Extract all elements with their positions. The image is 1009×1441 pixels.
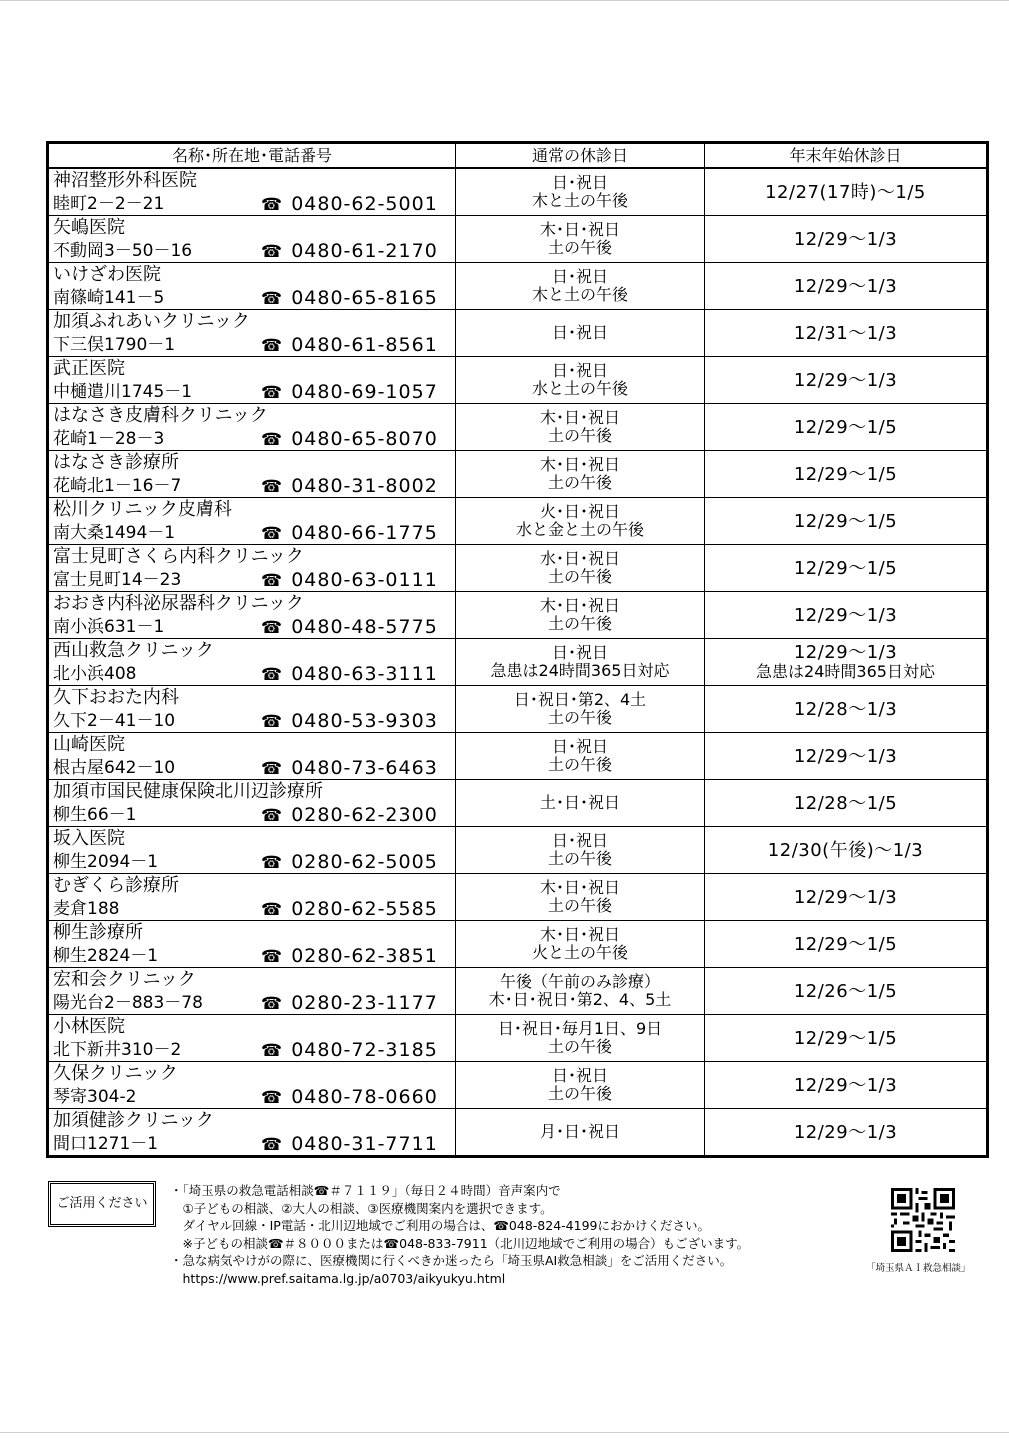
- clinic-info-cell: [48, 592, 456, 639]
- clinic-phone-number[interactable]: 0280-62-2300: [291, 804, 438, 826]
- clinic-name: 加須ふれあいクリニック: [53, 311, 250, 332]
- clinic-name: 加須健診クリニック: [53, 1110, 214, 1131]
- phone-icon: ☎: [261, 336, 284, 356]
- top-border-line: [0, 0, 1009, 1]
- clinic-name: いけざわ医院: [53, 264, 161, 285]
- clinic-address: 北下新井310－2: [53, 1040, 182, 1060]
- clinic-phone[interactable]: [261, 475, 438, 498]
- phone-icon: ☎: [261, 853, 284, 873]
- year-end-closed-cell: [705, 686, 988, 733]
- clinic-address: 花崎北1－16－7: [53, 476, 182, 496]
- regular-closed-line1: 日･祝日: [551, 643, 608, 662]
- year-end-closed-line1: 12/29～1/3: [793, 1121, 898, 1143]
- clinic-phone[interactable]: [261, 616, 438, 639]
- regular-closed-line1: 午後（午前のみ診療）: [499, 972, 660, 991]
- regular-closed-line2: 土の午後: [547, 567, 612, 586]
- phone-icon: ☎: [261, 947, 284, 967]
- clinic-name: むぎくら診療所: [53, 875, 179, 896]
- year-end-closed-cell: [705, 498, 988, 545]
- year-end-closed-line1: 12/29～1/3: [793, 1074, 898, 1096]
- regular-closed-cell: [456, 1015, 705, 1062]
- clinic-phone-number[interactable]: 0480-78-0660: [291, 1086, 438, 1108]
- clinic-phone-number[interactable]: 0480-31-7711: [291, 1133, 438, 1155]
- year-end-closed-cell: [705, 263, 988, 310]
- clinic-phone[interactable]: [261, 710, 438, 733]
- regular-closed-line2: 土の午後: [547, 1037, 612, 1056]
- phone-icon: ☎: [261, 571, 284, 591]
- clinic-name: おおき内科泌尿器科クリニック: [53, 593, 304, 614]
- clinic-phone-number[interactable]: 0480-63-0111: [291, 569, 438, 591]
- clinic-name: 神沼整形外科医院: [53, 170, 197, 191]
- clinic-phone-number[interactable]: 0480-73-6463: [291, 757, 438, 779]
- year-end-closed-cell: [705, 545, 988, 592]
- year-end-closed-line2: 急患は24時間365日対応: [756, 662, 935, 681]
- clinic-address: 柳生2824－1: [53, 946, 159, 966]
- clinic-phone-number[interactable]: 0280-23-1177: [291, 992, 438, 1014]
- clinic-phone[interactable]: [261, 381, 438, 404]
- clinic-phone[interactable]: [261, 522, 438, 545]
- clinic-phone-number[interactable]: 0480-65-8070: [291, 428, 438, 450]
- regular-closed-line1: 月･日･祝日: [539, 1122, 620, 1141]
- table-row: [48, 733, 988, 780]
- regular-closed-line1: 火･日･祝日: [539, 502, 620, 521]
- regular-closed-line2: 木･日･祝日･第2、4、5土: [488, 990, 672, 1009]
- clinic-info-cell: [48, 1062, 456, 1109]
- clinic-phone-number[interactable]: 0480-72-3185: [291, 1039, 438, 1061]
- regular-closed-line2: 土の午後: [547, 426, 612, 445]
- table-row: [48, 686, 988, 733]
- clinic-phone[interactable]: [261, 898, 438, 921]
- clinic-address: 南篠崎141－5: [53, 288, 165, 308]
- regular-closed-cell: [456, 686, 705, 733]
- year-end-closed-line1: 12/31～1/3: [793, 322, 898, 344]
- clinic-name: 小林医院: [53, 1016, 125, 1037]
- clinic-phone-number[interactable]: 0480-65-8165: [291, 287, 438, 309]
- header-name-address-phone: 名称･所在地･電話番号: [48, 143, 456, 169]
- clinic-address: 不動岡3－50－16: [53, 241, 193, 261]
- year-end-closed-cell: [705, 451, 988, 498]
- phone-icon: ☎: [261, 994, 284, 1014]
- regular-closed-cell: [456, 968, 705, 1015]
- year-end-closed-cell: [705, 404, 988, 451]
- clinic-address: 中樋遣川1745－1: [53, 382, 193, 402]
- clinic-address: 琴寄304-2: [53, 1087, 137, 1107]
- clinic-info-cell: [48, 404, 456, 451]
- clinic-address: 南大桑1494－1: [53, 523, 176, 543]
- clinic-address: 陽光台2－883－78: [53, 993, 203, 1013]
- clinic-name: 矢嶋医院: [53, 217, 125, 238]
- regular-closed-cell: [456, 733, 705, 780]
- year-end-closed-cell: [705, 827, 988, 874]
- clinic-phone[interactable]: [261, 757, 438, 780]
- note-line: ①子どもの相談、②大人の相談、③医療機関案内を選択できます。: [170, 1200, 553, 1216]
- clinic-name: 富士見町さくら内科クリニック: [53, 546, 304, 567]
- year-end-closed-cell: [705, 968, 988, 1015]
- year-end-closed-cell: [705, 310, 988, 357]
- year-end-closed-line1: 12/29～1/5: [793, 463, 898, 485]
- regular-closed-line2: 急患は24時間365日対応: [490, 661, 670, 680]
- phone-icon: ☎: [261, 242, 284, 262]
- note-line: ・「埼玉県の救急電話相談☎＃７１１９」（毎日２４時間）音声案内で: [170, 1183, 561, 1198]
- year-end-closed-line1: 12/29～1/5: [793, 510, 898, 532]
- regular-closed-cell: [456, 1109, 705, 1157]
- clinic-info-cell: [48, 498, 456, 545]
- phone-icon: ☎: [261, 900, 284, 920]
- clinic-name: 久下おおた内科: [53, 687, 179, 708]
- bottom-border-line: [0, 1432, 1009, 1433]
- regular-closed-line1: 木･日･祝日: [539, 925, 620, 944]
- clinic-info-cell: [48, 357, 456, 404]
- notes-lines: [170, 1182, 749, 1287]
- table-row: [48, 921, 988, 968]
- clinic-info-cell: [48, 921, 456, 968]
- phone-icon: ☎: [261, 806, 284, 826]
- regular-closed-line1: 日･祝日･毎月1日、9日: [497, 1019, 663, 1038]
- regular-closed-line1: 日･祝日: [551, 361, 608, 380]
- year-end-closed-cell: [705, 1062, 988, 1109]
- year-end-closed-line1: 12/29～1/5: [793, 557, 898, 579]
- year-end-closed-line1: 12/28～1/3: [793, 698, 898, 720]
- year-end-closed-line1: 12/29～1/5: [793, 416, 898, 438]
- regular-closed-cell: [456, 310, 705, 357]
- clinic-address: 麦倉188: [53, 899, 120, 919]
- clinic-phone[interactable]: [261, 663, 438, 686]
- regular-closed-line2: 土の午後: [547, 708, 612, 727]
- table-row: [48, 1109, 988, 1157]
- notes-section: [48, 1178, 998, 1288]
- regular-closed-cell: [456, 874, 705, 921]
- clinic-info-cell: [48, 968, 456, 1015]
- clinic-phone[interactable]: [261, 334, 438, 357]
- year-end-closed-cell: [705, 592, 988, 639]
- clinic-address: 南小浜631－1: [53, 617, 165, 637]
- clinic-address: 下三俣1790－1: [53, 335, 176, 355]
- year-end-closed-cell: [705, 639, 988, 686]
- regular-closed-line1: 日･祝日: [551, 323, 608, 342]
- year-end-closed-line1: 12/29～1/5: [793, 933, 898, 955]
- clinic-info-cell: [48, 874, 456, 921]
- year-end-closed-cell: [705, 1109, 988, 1157]
- regular-closed-line1: 日･祝日: [551, 1066, 608, 1085]
- regular-closed-line1: 日･祝日･第2、4土: [513, 690, 647, 709]
- clinic-phone-number[interactable]: 0480-66-1775: [291, 522, 438, 544]
- clinic-phone-number[interactable]: 0480-61-2170: [291, 240, 438, 262]
- clinic-phone[interactable]: [261, 1133, 438, 1156]
- clinic-name: 宏和会クリニック: [53, 969, 196, 990]
- year-end-closed-line1: 12/29～1/3: [793, 604, 898, 626]
- clinic-info-cell: [48, 780, 456, 827]
- regular-closed-cell: [456, 921, 705, 968]
- year-end-closed-line1: 12/29～1/5: [793, 1027, 898, 1049]
- year-end-closed-cell: [705, 780, 988, 827]
- clinic-address: 睦町2－2－21: [53, 194, 165, 214]
- clinic-name: 山崎医院: [53, 734, 125, 755]
- clinic-phone[interactable]: [261, 428, 438, 451]
- clinic-info-cell: [48, 1015, 456, 1062]
- clinic-name: 柳生診療所: [53, 922, 143, 943]
- year-end-closed-line1: 12/29～1/3: [793, 275, 898, 297]
- clinic-name: 西山救急クリニック: [53, 640, 214, 661]
- table-row: [48, 592, 988, 639]
- table-row: [48, 780, 988, 827]
- clinic-phone-number[interactable]: 0480-63-3111: [291, 663, 438, 685]
- qr-code-icon[interactable]: [889, 1188, 957, 1252]
- clinic-phone[interactable]: [261, 1086, 438, 1109]
- table-row: [48, 216, 988, 263]
- qr-caption: 「埼玉県ＡＩ救急相談」: [866, 1263, 971, 1274]
- year-end-closed-line1: 12/29～1/3: [793, 745, 898, 767]
- regular-closed-cell: [456, 498, 705, 545]
- regular-closed-line2: 土の午後: [547, 473, 612, 492]
- note-line: ※子どもの相談☎＃８０００または☎048-833-7911（北川辺地域でご利用の場合）もございます。: [170, 1235, 750, 1251]
- clinic-info-cell: [48, 310, 456, 357]
- clinic-phone[interactable]: [261, 992, 438, 1015]
- year-end-closed-line1: 12/30(午後)～1/3: [767, 839, 924, 861]
- year-end-closed-cell: [705, 733, 988, 780]
- regular-closed-line1: 水･日･祝日: [539, 549, 620, 568]
- note-url[interactable]: https://www.pref.saitama.lg.jp/a0703/aikyukyu.html: [170, 1270, 506, 1286]
- clinic-info-cell: [48, 686, 456, 733]
- clinic-address: 久下2－41－10: [53, 711, 176, 731]
- clinic-phone-number[interactable]: 0480-31-8002: [291, 475, 438, 497]
- clinic-phone-number[interactable]: 0280-62-5585: [291, 898, 438, 920]
- clinic-name: 加須市国民健康保険北川辺診療所: [53, 781, 323, 802]
- phone-icon: ☎: [261, 524, 284, 544]
- clinic-phone-number[interactable]: 0480-61-8561: [291, 334, 438, 356]
- regular-closed-line1: 木･日･祝日: [539, 455, 620, 474]
- clinic-address: 根古屋642－10: [53, 758, 176, 778]
- regular-closed-cell: [456, 639, 705, 686]
- regular-closed-line1: 日･祝日: [551, 737, 608, 756]
- phone-icon: ☎: [261, 759, 284, 779]
- phone-icon: ☎: [261, 618, 284, 638]
- regular-closed-line1: 日･祝日: [551, 173, 608, 192]
- year-end-closed-line1: 12/29～1/3: [793, 369, 898, 391]
- clinic-info-cell: [48, 639, 456, 686]
- note-line: ダイヤル回線・IP電話・北川辺地域でご利用の場合は、☎048-824-4199におかけください。: [170, 1218, 710, 1233]
- clinic-address: 柳生2094－1: [53, 852, 159, 872]
- year-end-closed-line1: 12/28～1/5: [793, 792, 898, 814]
- clinic-info-cell: [48, 827, 456, 874]
- table-body: [48, 168, 988, 1157]
- clinic-name: 久保クリニック: [53, 1063, 178, 1084]
- clinic-info-cell: [48, 1109, 456, 1157]
- regular-closed-line2: 木と土の午後: [531, 285, 628, 304]
- regular-closed-line1: 木･日･祝日: [539, 408, 620, 427]
- table-row: [48, 310, 988, 357]
- clinic-address: 北小浜408: [53, 664, 137, 684]
- regular-closed-line2: 土の午後: [547, 755, 612, 774]
- table-row: [48, 874, 988, 921]
- clinic-phone[interactable]: [261, 945, 438, 968]
- regular-closed-line1: 日･祝日: [551, 267, 608, 286]
- table-row: [48, 357, 988, 404]
- clinic-address: 柳生66－1: [53, 805, 137, 825]
- clinic-info-cell: [48, 451, 456, 498]
- regular-closed-line2: 土の午後: [547, 1084, 612, 1103]
- clinic-phone-number[interactable]: 0280-62-5005: [291, 851, 438, 873]
- year-end-closed-line1: 12/29～1/3: [793, 886, 898, 908]
- table-row: [48, 1015, 988, 1062]
- regular-closed-line1: 木･日･祝日: [539, 596, 620, 615]
- phone-icon: ☎: [261, 383, 284, 403]
- regular-closed-cell: [456, 451, 705, 498]
- clinic-name: 松川クリニック皮膚科: [53, 499, 232, 520]
- clinic-address: 富士見町14－23: [53, 570, 182, 590]
- clinic-phone-number[interactable]: 0480-69-1057: [291, 381, 438, 403]
- clinic-phone[interactable]: [261, 1039, 438, 1062]
- regular-closed-line2: 水と金と土の午後: [515, 520, 644, 539]
- table-row: [48, 263, 988, 310]
- regular-closed-cell: [456, 827, 705, 874]
- year-end-closed-line1: 12/27(17時)～1/5: [765, 181, 926, 203]
- regular-closed-cell: [456, 404, 705, 451]
- regular-closed-cell: [456, 357, 705, 404]
- regular-closed-line2: 水と土の午後: [531, 379, 628, 398]
- year-end-closed-cell: [705, 921, 988, 968]
- table-row: [48, 404, 988, 451]
- regular-closed-line2: 土の午後: [547, 849, 612, 868]
- table-row: [48, 498, 988, 545]
- year-end-closed-cell: [705, 216, 988, 263]
- clinic-name: はなさき診療所: [53, 452, 179, 473]
- clinic-phone[interactable]: [261, 287, 438, 310]
- clinic-info-cell: [48, 168, 456, 216]
- clinic-phone[interactable]: [261, 851, 438, 874]
- regular-closed-line1: 土･日･祝日: [539, 793, 620, 812]
- clinic-phone-number[interactable]: 0480-48-5775: [291, 616, 438, 638]
- table-row: [48, 827, 988, 874]
- clinic-address: 間口1271－1: [53, 1134, 159, 1154]
- phone-icon: ☎: [261, 665, 284, 685]
- clinic-phone[interactable]: [261, 193, 438, 216]
- clinic-name: はなさき皮膚科クリニック: [53, 405, 268, 426]
- table-row: [48, 451, 988, 498]
- clinic-phone[interactable]: [261, 240, 438, 263]
- regular-closed-cell: [456, 780, 705, 827]
- table-row: [48, 545, 988, 592]
- clinic-phone[interactable]: [261, 569, 438, 592]
- clinic-phone-number[interactable]: 0280-62-3851: [291, 945, 438, 967]
- regular-closed-cell: [456, 1062, 705, 1109]
- regular-closed-line2: 木と土の午後: [531, 191, 628, 210]
- year-end-closed-cell: [705, 357, 988, 404]
- clinic-name: 坂入医院: [53, 828, 125, 849]
- phone-icon: ☎: [261, 1135, 284, 1155]
- year-end-closed-cell: [705, 874, 988, 921]
- clinic-name: 武正医院: [53, 358, 125, 379]
- table-row: [48, 968, 988, 1015]
- year-end-closed-line1: 12/29～1/3: [793, 642, 898, 663]
- regular-closed-line1: 木･日･祝日: [539, 878, 620, 897]
- use-label-box: ご活用ください: [48, 1181, 156, 1227]
- clinic-phone[interactable]: [261, 804, 438, 827]
- year-end-closed-line1: 12/26～1/5: [793, 980, 898, 1002]
- regular-closed-cell: [456, 545, 705, 592]
- regular-closed-line2: 土の午後: [547, 238, 612, 257]
- note-line: ・急な病気やけがの際に、医療機関に行くべきか迷ったら「埼玉県AI救急相談」をご活用ください。: [170, 1253, 733, 1268]
- clinic-address: 花崎1－28－3: [53, 429, 165, 449]
- regular-closed-cell: [456, 592, 705, 639]
- phone-icon: ☎: [261, 477, 284, 497]
- regular-closed-line2: 土の午後: [547, 896, 612, 915]
- header-regular-closed-days: 通常の休診日: [456, 143, 705, 169]
- clinic-holiday-table: [46, 141, 989, 1158]
- regular-closed-cell: [456, 216, 705, 263]
- phone-icon: ☎: [261, 289, 284, 309]
- year-end-closed-cell: [705, 1015, 988, 1062]
- phone-icon: ☎: [261, 1041, 284, 1061]
- clinic-phone-number[interactable]: 0480-53-9303: [291, 710, 438, 732]
- regular-closed-cell: [456, 168, 705, 216]
- regular-closed-cell: [456, 263, 705, 310]
- table-row: [48, 1062, 988, 1109]
- regular-closed-line1: 木･日･祝日: [539, 220, 620, 239]
- phone-icon: ☎: [261, 430, 284, 450]
- regular-closed-line2: 土の午後: [547, 614, 612, 633]
- table-row: [48, 639, 988, 686]
- table-header-row: [48, 143, 988, 169]
- table-row: [48, 168, 988, 216]
- phone-icon: ☎: [261, 1088, 284, 1108]
- regular-closed-line1: 日･祝日: [551, 831, 608, 850]
- clinic-phone-number[interactable]: 0480-62-5001: [291, 193, 438, 215]
- regular-closed-line2: 火と土の午後: [531, 943, 628, 962]
- phone-icon: ☎: [261, 712, 284, 732]
- year-end-closed-line1: 12/29～1/3: [793, 228, 898, 250]
- clinic-info-cell: [48, 733, 456, 780]
- clinic-info-cell: [48, 216, 456, 263]
- phone-icon: ☎: [261, 195, 284, 215]
- header-year-end-closed-days: 年末年始休診日: [705, 143, 988, 169]
- year-end-closed-cell: [705, 168, 988, 216]
- clinic-info-cell: [48, 545, 456, 592]
- clinic-info-cell: [48, 263, 456, 310]
